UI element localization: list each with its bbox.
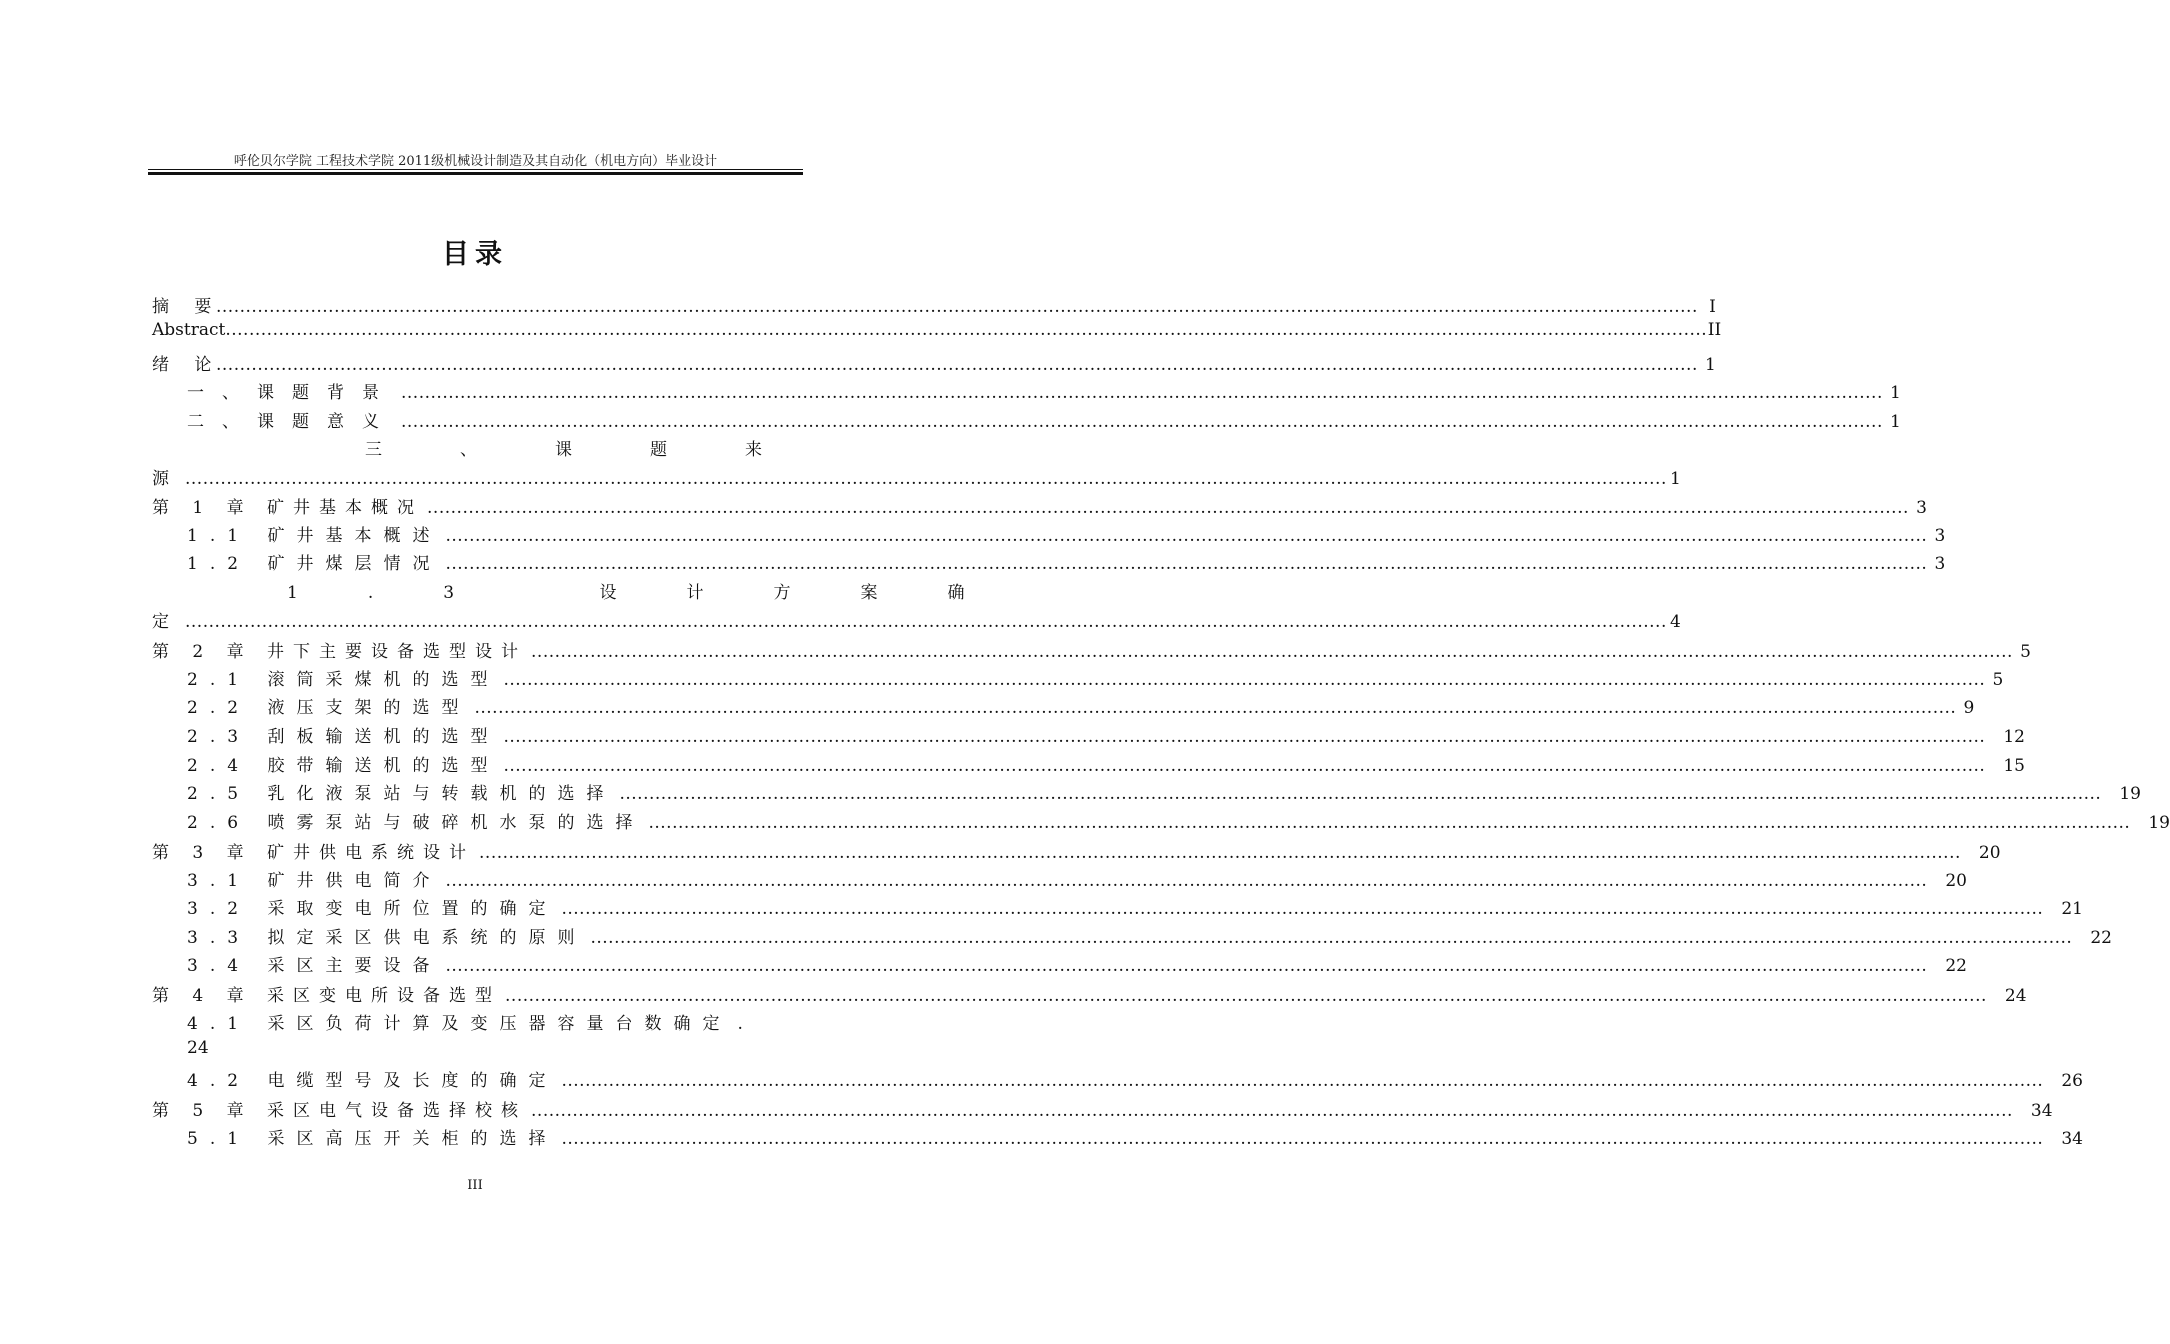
toc-leader [590, 928, 2072, 948]
toc-entry-3-3[interactable] [187, 923, 2112, 948]
toc-entry-label: 3.1 矿井供电简介 [187, 871, 442, 891]
toc-leader [216, 355, 1698, 375]
toc-leader [445, 956, 1927, 976]
toc-entry-5-1[interactable] [187, 1124, 2083, 1149]
toc-entry-4-1-line1[interactable] [187, 1009, 791, 1034]
toc-leader [503, 670, 1985, 690]
toc-leader [648, 813, 2130, 833]
toc-entry-1-3-line2[interactable] [152, 607, 1681, 632]
toc-entry-page: 22 [2090, 928, 2112, 948]
toc-entry-label: 2.4 胶带输送机的选型 [187, 756, 500, 776]
toc-entry-page: 4 [1670, 612, 1681, 632]
toc-entry-page: 19 [2148, 813, 2170, 833]
toc-leader [401, 412, 1883, 432]
toc-entry-page: 3 [1934, 554, 1946, 574]
toc-entry-label: 2.3 刮板输送机的选型 [187, 727, 500, 747]
toc-entry-page: 21 [2061, 899, 2083, 919]
toc-entry-page: 34 [2061, 1129, 2083, 1149]
toc-leader [505, 986, 1987, 1006]
toc-entry-label: 3.4 采区主要设备 [187, 956, 442, 976]
toc-chapter-3[interactable] [152, 838, 2001, 863]
toc-entry-page: 9 [1963, 698, 1975, 718]
toc-entry-1[interactable] [187, 378, 1901, 403]
toc-entry-4-1-line2[interactable] [187, 1038, 287, 1060]
toc-leader [225, 320, 1707, 340]
toc-entry-label: 第 3 章 矿井供电系统设计 [152, 843, 476, 863]
toc-entry-page: 1 [1890, 383, 1901, 403]
toc-entry-2-2[interactable] [187, 693, 1975, 718]
toc-entry-3-4[interactable] [187, 951, 1967, 976]
toc-leader [185, 469, 1667, 489]
toc-entry-label: 2.2 液压支架的选型 [187, 698, 471, 718]
toc-entry-page: I [1709, 297, 1716, 317]
toc-entry-label: 二、课题意义 [187, 412, 397, 432]
toc-entry-page: 3 [1916, 498, 1927, 518]
toc-leader [561, 899, 2043, 919]
toc-entry-label: 一、课题背景 [187, 383, 397, 403]
toc-leader [479, 843, 1961, 863]
toc-chapter-5[interactable] [152, 1096, 2053, 1121]
toc-leader [531, 1101, 2013, 1121]
toc-entry-3-1[interactable] [187, 866, 1967, 891]
toc-chapter-2[interactable] [152, 637, 2031, 662]
toc-entry-label: 第 4 章 采区变电所设备选型 [152, 986, 502, 1006]
toc-leader [401, 383, 1883, 403]
toc-entry-label: 4.1 采区负荷计算及变压器容量台数确定 [187, 1014, 732, 1034]
toc-leader [216, 297, 1698, 317]
toc-entry-abstract-cn[interactable] [152, 292, 1716, 317]
header-rule-thick [148, 172, 803, 175]
toc-entry-page: 1 [1705, 355, 1716, 375]
toc-leader [445, 871, 1927, 891]
toc-entry-1-1[interactable] [187, 521, 1946, 546]
toc-leader [427, 498, 1909, 518]
toc-entry-label: 1.1 矿井基本概述 [187, 526, 442, 546]
toc-entry-2-3[interactable] [187, 722, 2025, 747]
toc-leader [503, 756, 1985, 776]
toc-chapter-4[interactable] [152, 981, 2027, 1006]
toc-entry-label-first: 三、课题来 [365, 440, 840, 460]
toc-entry-label: 摘 要 [152, 297, 222, 317]
toc-entry-page: 24 [2004, 986, 2027, 1006]
toc-leader [185, 612, 1667, 632]
toc-entry-label: 5.1 采区高压开关柜的选择 [187, 1129, 558, 1149]
toc-leader [445, 526, 1927, 546]
toc-entry-label: 2.6 喷雾泵站与破碎机水泵的选择 [187, 813, 645, 833]
toc-leader [619, 784, 2101, 804]
toc-entry-2-6[interactable] [187, 808, 2170, 833]
toc-leader [561, 1071, 2043, 1091]
toc-entry-2-1[interactable] [187, 665, 2004, 690]
toc-entry-label: 1.2 矿井煤层情况 [187, 554, 442, 574]
toc-entry-page: 1 [1670, 469, 1681, 489]
running-header: 呼伦贝尔学院 工程技术学院 2011级机械设计制造及其自动化（机电方向）毕业设计 [233, 154, 718, 169]
toc-entry-label-first: 1.3 设计方案确 [287, 583, 1035, 603]
toc-leader [445, 554, 1927, 574]
toc-entry-page: 20 [1945, 871, 1967, 891]
toc-entry-page: 1 [1890, 412, 1901, 432]
toc-entry-page: 24 [187, 1038, 209, 1058]
toc-entry-1-3-line1[interactable] [287, 578, 1035, 603]
toc-chapter-1[interactable] [152, 493, 1927, 518]
toc-entry-3-2[interactable] [187, 894, 2083, 919]
toc-entry-label-rest: 定 [152, 612, 169, 632]
toc-entry-page: 15 [2003, 756, 2025, 776]
toc-entry-2-4[interactable] [187, 751, 2025, 776]
toc-entry-page: 22 [1945, 956, 1967, 976]
toc-entry-label: 第 2 章 井下主要设备选型设计 [152, 642, 528, 662]
toc-entry-label: 3.2 采取变电所位置的确定 [187, 899, 558, 919]
toc-entry-page: 5 [2020, 642, 2031, 662]
toc-entry-page: 5 [1992, 670, 2004, 690]
toc-entry-label: 第 1 章 矿井基本概况 [152, 498, 424, 518]
toc-entry-label: 2.1 滚筒采煤机的选型 [187, 670, 500, 690]
toc-entry-page: II [1707, 320, 1722, 340]
page-number: III [467, 1178, 483, 1193]
toc-leader [503, 727, 1985, 747]
toc-entry-2-5[interactable] [187, 779, 2141, 804]
toc-entry-3-line2[interactable] [152, 464, 1681, 489]
toc-entry-1-2[interactable] [187, 549, 1946, 574]
toc-leader [531, 642, 2013, 662]
toc-entry-2[interactable] [187, 407, 1901, 432]
toc-entry-page: 19 [2119, 784, 2141, 804]
header-rule-thin [148, 169, 803, 170]
toc-entry-label: 第 5 章 采区电气设备选择校核 [152, 1101, 528, 1121]
toc-entry-3-line1[interactable] [365, 435, 840, 460]
toc-entry-label: 绪 论 [152, 355, 222, 375]
toc-entry-label: 4.2 电缆型号及长度的确定 [187, 1071, 558, 1091]
toc-entry-label: Abstract [152, 320, 226, 340]
toc-entry-abstract-en[interactable] [152, 320, 1722, 342]
toc-entry-page: 34 [2030, 1101, 2053, 1121]
toc-entry-page: 12 [2003, 727, 2025, 747]
page-title: 目录 [442, 239, 508, 270]
toc-entry-page: 3 [1934, 526, 1946, 546]
toc-entry-introduction[interactable] [152, 350, 1716, 375]
toc-entry-4-2[interactable] [187, 1066, 2083, 1091]
toc-leader: . [737, 1014, 743, 1034]
toc-entry-page: 20 [1978, 843, 2001, 863]
toc-entry-label: 2.5 乳化液泵站与转载机的选择 [187, 784, 616, 804]
toc-leader [561, 1129, 2043, 1149]
toc-entry-page: 26 [2061, 1071, 2083, 1091]
toc-leader [474, 698, 1956, 718]
toc-entry-label: 3.3 拟定采区供电系统的原则 [187, 928, 587, 948]
toc-entry-label-rest: 源 [152, 469, 169, 489]
